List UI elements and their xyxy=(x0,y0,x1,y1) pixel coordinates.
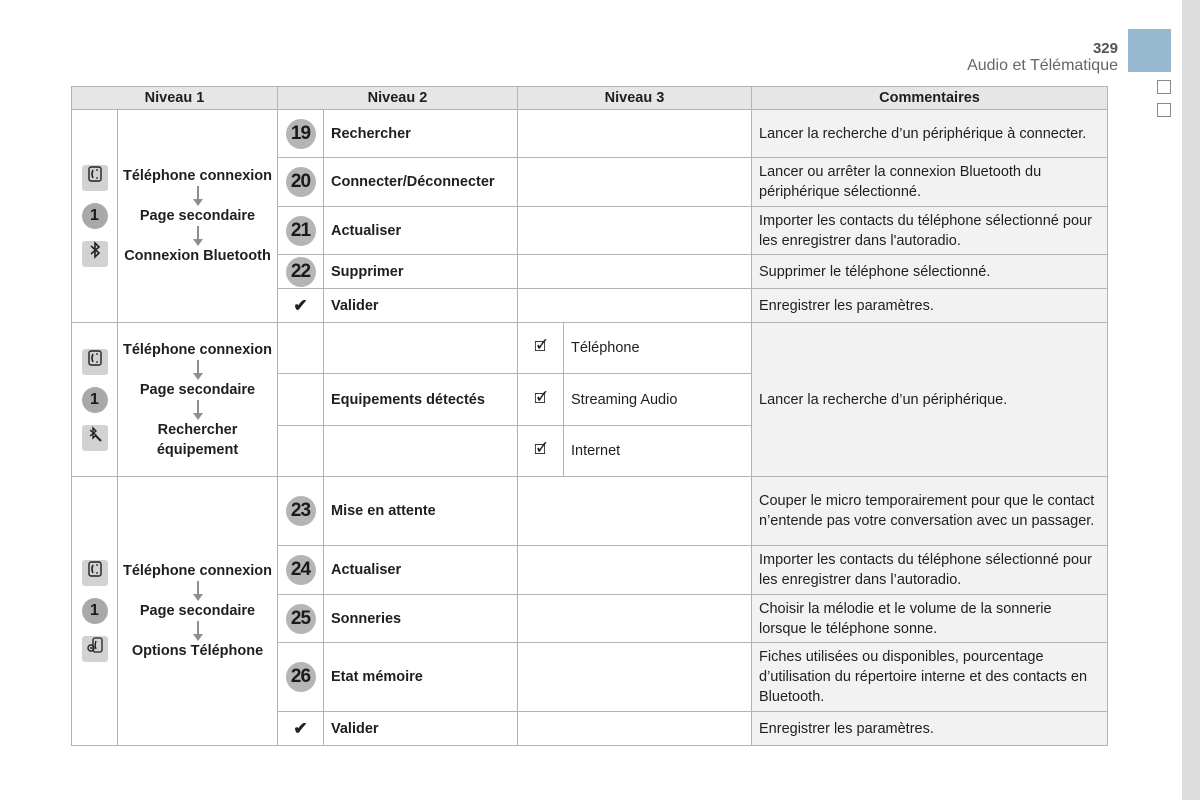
group2-level1 xyxy=(118,323,278,477)
comment-cell: Choisir la mélodie et le volume de la sonnerie lorsque le téléphone sonne. xyxy=(752,595,1108,643)
level2-label: Valider xyxy=(324,289,518,323)
phone-icon xyxy=(82,349,108,375)
bluetooth-icon xyxy=(82,241,108,267)
level2-label: Rechercher xyxy=(324,110,518,158)
phone-icon xyxy=(82,165,108,191)
arrow-down-icon xyxy=(193,226,203,246)
group3-icons xyxy=(72,477,118,746)
checkbox-icon: 🗹 xyxy=(534,389,547,406)
group1-level1 xyxy=(118,110,278,323)
level2-label: Supprimer xyxy=(324,255,518,289)
level3-option: Téléphone xyxy=(564,323,752,374)
phone-icon xyxy=(82,560,108,586)
comment-cell: Enregistrer les paramètres. xyxy=(752,712,1108,746)
comment-cell: Lancer la recherche d’un périphérique à connecter. xyxy=(752,110,1108,158)
level3-cell xyxy=(518,477,752,546)
step-badge: 23 xyxy=(286,496,316,526)
comment-cell: Supprimer le téléphone sélectionné. xyxy=(752,255,1108,289)
step-badge: 20 xyxy=(286,167,316,197)
level3-option: Streaming Audio xyxy=(564,374,752,426)
column-header-commentaires: Commentaires xyxy=(752,87,1108,110)
level2-label: Mise en attente xyxy=(324,477,518,546)
level3-cell xyxy=(518,643,752,712)
level2-label: Sonneries xyxy=(324,595,518,643)
table-header-row xyxy=(72,87,1108,110)
step-one-badge: 1 xyxy=(82,203,108,229)
level2-label: Connecter/Déconnecter xyxy=(324,158,518,207)
level3-cell xyxy=(518,546,752,595)
column-header-niveau3: Niveau 3 xyxy=(518,87,752,110)
arrow-down-icon xyxy=(193,360,203,380)
level1-step: Téléphone connexion xyxy=(122,341,273,358)
level2-label: Equipements détectés xyxy=(324,374,518,426)
level1-step: Téléphone connexion xyxy=(122,563,273,579)
comment-cell: Lancer la recherche d’un périphérique. xyxy=(752,323,1108,477)
column-header-niveau2: Niveau 2 xyxy=(278,87,518,110)
group1-icons xyxy=(72,110,118,323)
step-badge: 21 xyxy=(286,216,316,246)
arrow-down-icon xyxy=(193,621,203,641)
level1-step: Page secondaire xyxy=(139,381,256,398)
step-badge: 24 xyxy=(286,555,316,585)
tab-marker-2 xyxy=(1157,103,1171,117)
comment-cell: Enregistrer les paramètres. xyxy=(752,289,1108,323)
page-edge xyxy=(1182,0,1200,800)
page-number: 329 xyxy=(1092,40,1118,57)
comment-cell: Importer les contacts du téléphone sélectionné pour les enregistrer dans l'autoradio. xyxy=(752,207,1108,255)
level2-label: Valider xyxy=(324,712,518,746)
section-title: Audio et Télématique xyxy=(967,57,1118,74)
level1-step: Page secondaire xyxy=(139,603,256,619)
step-one-badge: 1 xyxy=(82,387,108,413)
level2-label: Actualiser xyxy=(324,207,518,255)
step-badge: 19 xyxy=(286,119,316,149)
level2-label: Actualiser xyxy=(324,546,518,595)
section-tab xyxy=(1128,29,1171,72)
arrow-down-icon xyxy=(193,400,203,420)
level1-step: Rechercher équipement xyxy=(156,421,239,458)
check-icon: ✔ xyxy=(293,718,308,738)
level1-step: Connexion Bluetooth xyxy=(124,248,271,264)
table-row xyxy=(72,110,1108,158)
checkbox-icon: 🗹 xyxy=(534,441,547,457)
comment-cell: Fiches utilisées ou disponibles, pourcentage d’utilisation du répertoire interne et des contacts en Bluetooth. xyxy=(752,643,1108,712)
group2-icons xyxy=(72,323,118,477)
level1-step: Téléphone connexion xyxy=(122,168,273,184)
step-one-badge: 1 xyxy=(82,598,108,624)
comment-cell: Importer les contacts du téléphone sélectionné pour les enregistrer dans l’autoradio. xyxy=(752,546,1108,595)
phone-settings-icon xyxy=(82,636,108,662)
comment-cell: Couper le micro temporairement pour que le contact n’entende pas votre conversation avec un passager. xyxy=(752,477,1108,546)
level3-cell xyxy=(518,289,752,323)
arrow-down-icon xyxy=(193,581,203,601)
comment-cell: Lancer ou arrêter la connexion Bluetooth du périphérique sélectionné. xyxy=(752,158,1108,207)
level3-option: Internet xyxy=(564,426,752,477)
column-header-niveau1: Niveau 1 xyxy=(72,87,278,110)
step-badge: 25 xyxy=(286,604,316,634)
level1-step: Options Téléphone xyxy=(131,643,264,659)
check-icon: ✔ xyxy=(293,295,308,315)
level3-cell xyxy=(518,207,752,255)
level1-step: Page secondaire xyxy=(139,208,256,224)
step-badge: 26 xyxy=(286,662,316,692)
arrow-down-icon xyxy=(193,186,203,206)
level3-cell xyxy=(518,595,752,643)
level3-cell xyxy=(518,158,752,207)
search-device-icon xyxy=(82,425,108,451)
step-badge: 22 xyxy=(286,257,316,287)
checkbox-icon: 🗹 xyxy=(534,338,547,354)
tab-marker-1 xyxy=(1157,80,1171,94)
menu-table xyxy=(71,86,1108,746)
group3-level1 xyxy=(118,477,278,746)
level3-cell xyxy=(518,255,752,289)
level2-label: Etat mémoire xyxy=(324,643,518,712)
level3-cell xyxy=(518,712,752,746)
level3-cell xyxy=(518,110,752,158)
table-row xyxy=(72,323,1108,374)
table-row xyxy=(72,477,1108,546)
